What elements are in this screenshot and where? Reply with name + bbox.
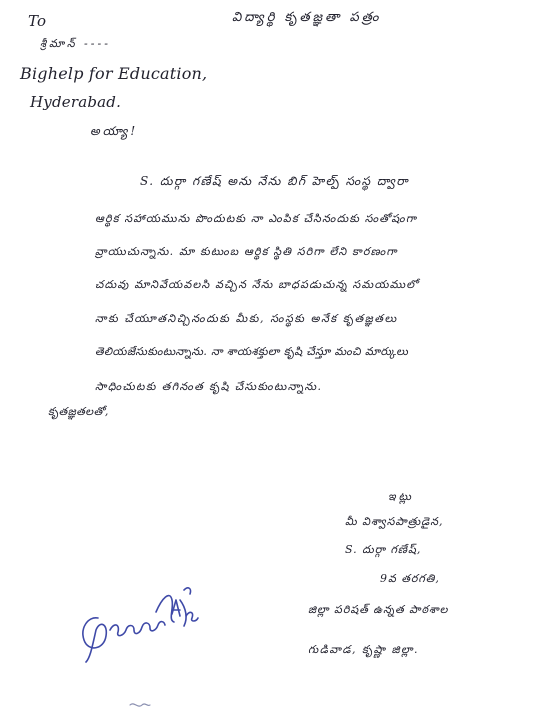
recipient-city: Hyderabad. bbox=[30, 93, 122, 111]
body-line: S. దుర్గా గణేష్ అను నేను బిగ్ హెల్ప్ సంస్థ ద్వారా bbox=[140, 174, 410, 188]
salutation: అయ్యా! bbox=[90, 124, 139, 138]
closing-line: గుడివాడ, కృష్ణా జిల్లా. bbox=[308, 643, 420, 656]
body-line: వ్రాయుచున్నాను. మా కుటుంబ ఆర్థిక స్థితి సరిగా లేని కారణంగా bbox=[95, 245, 398, 258]
recipient-org: Bighelp for Education, bbox=[20, 64, 208, 83]
body-line: తెలియజేసుకుంటున్నాను. నా శాయశక్తులా కృషి చేస్తూ మంచి మార్కులు bbox=[95, 345, 409, 358]
thanks-line: కృతజ్ఞతలతో, bbox=[48, 405, 109, 418]
body-line: నాకు చేయూతనిచ్చినందుకు మీకు, సంస్థకు అనేక కృతజ్ఞతలు bbox=[95, 312, 398, 325]
body-line: చదువు మానివేయవలసి వచ్చిన నేను బాధపడుచున్న సమయములో bbox=[95, 278, 419, 291]
body-line: ఆర్థిక సహాయమును పొందుటకు నా ఎంపిక చేసినందుకు సంతోషంగా bbox=[95, 212, 418, 225]
pen-mark bbox=[128, 699, 156, 711]
closing-line: మీ విశ్వాసపాత్రుడైన, bbox=[345, 515, 444, 528]
closing-line: S. దుర్గా గణేష్, bbox=[345, 543, 422, 556]
closing-line: 9వ తరగతి, bbox=[380, 572, 440, 585]
signature-image bbox=[60, 570, 220, 665]
to-label: To bbox=[28, 12, 47, 30]
closing-line: ఇట్లు bbox=[388, 490, 414, 503]
closing-line: జిల్లా పరిషత్ ఉన్నత పాఠశాల bbox=[308, 603, 449, 616]
body-line: సాధించుటకు తగినంత కృషి చేసుకుంటున్నాను. bbox=[95, 380, 323, 393]
recipient-title: శ్రీమాన్ ---- bbox=[40, 37, 111, 50]
letter-heading: విద్యార్థి కృతజ్ఞతా పత్రం bbox=[232, 10, 382, 25]
